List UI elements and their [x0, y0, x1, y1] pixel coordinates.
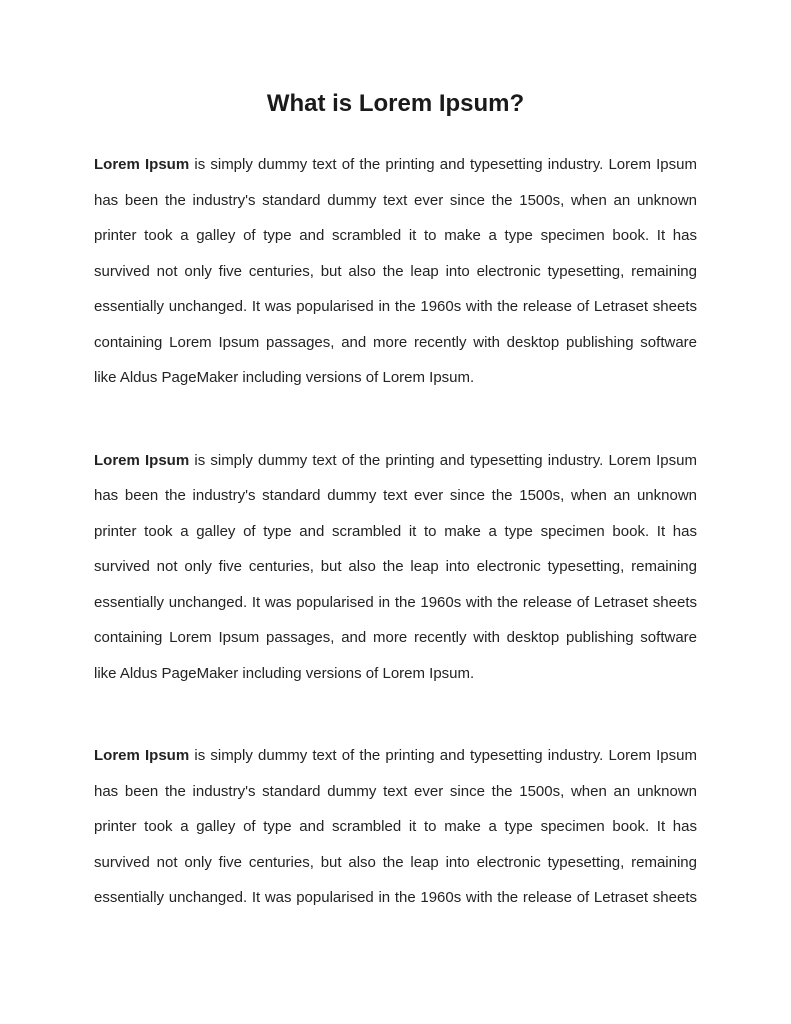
paragraph-1: [94, 147, 697, 396]
paragraph-3-text: is simply dummy text of the printing and typesetting industry. Lorem Ipsum has been the industry's standard dummy text ever since the 1500s, when an unknown printer took a galley of type and scrambled it to make a type specimen book. It has survived not only five centuries, but also the leap into electronic typesetting, remaining essentially unchanged. It was popularised in the 1960s with the release of Letraset sheets: [94, 747, 697, 906]
paragraph-1-lead: Lorem Ipsum: [94, 156, 190, 173]
paragraph-2-lead: Lorem Ipsum: [94, 451, 190, 469]
paragraph-1-text: is simply dummy text of the printing and typesetting industry. Lorem Ipsum has been the industry's standard dummy text ever since the 1500s, when an unknown printer took a galley of type and scrambled it to make a type specimen book. It has survived not only five centuries, but also the leap into electronic typesetting, remaining essentially unchanged. It was popularised in the 1960s with the release of Letraset sheets containing Lorem Ipsum passages, and more recently with desktop publishing software like Aldus PageMaker including versions of Lorem Ipsum.: [94, 156, 697, 386]
paragraph-3: [94, 738, 697, 916]
paragraph-3-lead: Lorem Ipsum: [94, 747, 190, 764]
paragraph-2: [94, 443, 697, 692]
paragraph-2-text: is simply dummy text of the printing and typesetting industry. Lorem Ipsum has been the industry's standard dummy text ever since the 1500s, when an unknown printer took a galley of type and scrambled it to make a type specimen book. It has survived not only five centuries, but also the leap into electronic typesetting, remaining essentially unchanged. It was popularised in the 1960s with the release of Letraset sheets containing Lorem Ipsum passages, and more recently with desktop publishing software like Aldus PageMaker including versions of Lorem Ipsum.: [94, 451, 697, 682]
page-title: What is Lorem Ipsum?: [266, 90, 525, 117]
